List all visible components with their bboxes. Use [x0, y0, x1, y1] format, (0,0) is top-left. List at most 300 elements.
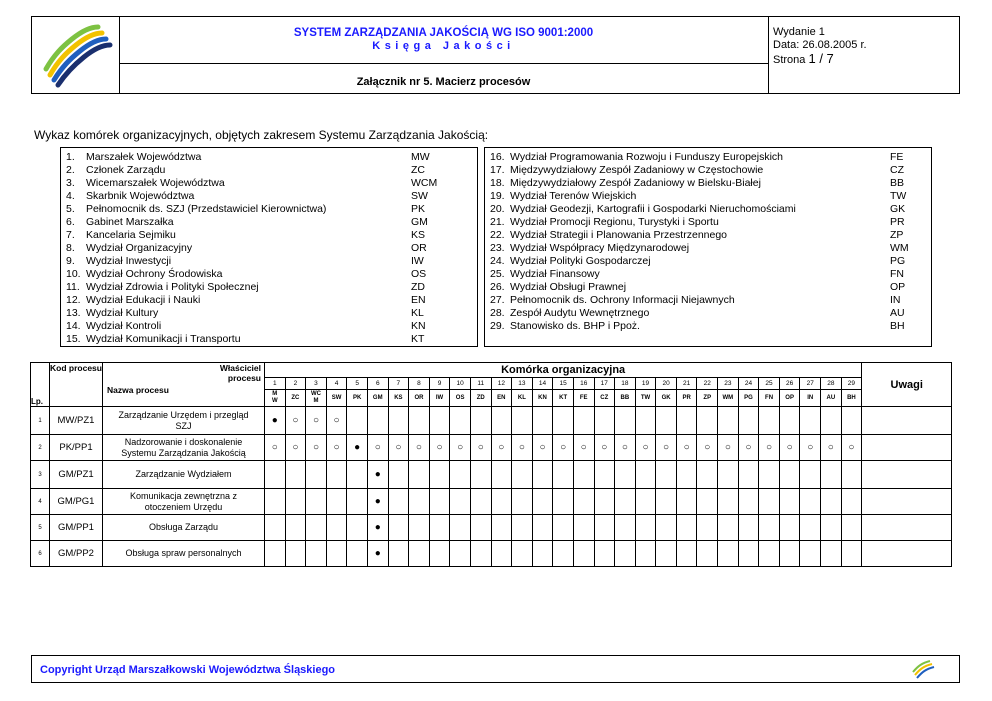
matrix-cell	[759, 407, 780, 435]
matrix-cell	[841, 489, 862, 515]
matrix-cell	[841, 541, 862, 567]
matrix-cell	[326, 541, 347, 567]
matrix-cell	[470, 407, 491, 435]
matrix-cell	[656, 407, 677, 435]
matrix-cell	[512, 407, 533, 435]
unit-code: BH	[890, 320, 905, 332]
matrix-cell: ○	[388, 435, 409, 461]
matrix-cell	[409, 489, 430, 515]
matrix-cell: ○	[285, 407, 306, 435]
unit-number: 26.	[490, 281, 505, 293]
column-code: FE	[573, 390, 594, 407]
unit-name: Wicemarszałek Województwa	[86, 177, 225, 189]
matrix-cell	[347, 461, 368, 489]
logo-waves-icon	[32, 17, 119, 93]
column-number: 23	[718, 378, 739, 390]
matrix-cell: ●	[367, 489, 388, 515]
row-process-name: Komunikacja zewnętrzna z otoczeniem Urzędu	[103, 489, 265, 515]
unit-number: 5.	[66, 203, 75, 215]
matrix-cell	[347, 489, 368, 515]
document-header	[31, 16, 960, 94]
matrix-cell	[656, 489, 677, 515]
unit-code: PR	[890, 216, 905, 228]
column-code: KT	[553, 390, 574, 407]
matrix-cell	[841, 461, 862, 489]
matrix-cell	[491, 461, 512, 489]
column-number: 9	[429, 378, 450, 390]
matrix-cell	[573, 515, 594, 541]
matrix-cell	[718, 515, 739, 541]
unit-number: 14.	[66, 320, 81, 332]
matrix-cell	[532, 541, 553, 567]
matrix-cell	[635, 461, 656, 489]
page-label: Strona	[773, 54, 806, 66]
unit-code: BB	[890, 177, 905, 189]
unit-number: 24.	[490, 255, 505, 267]
matrix-cell	[779, 407, 800, 435]
unit-name: Gabinet Marszałka	[86, 216, 174, 228]
matrix-cell	[553, 461, 574, 489]
table-row	[31, 407, 952, 435]
unit-code: ZP	[890, 229, 904, 241]
unit-code: CZ	[890, 164, 904, 176]
column-number: 13	[512, 378, 533, 390]
unit-code: IN	[890, 294, 901, 306]
column-code: ZP	[697, 390, 718, 407]
matrix-cell	[450, 461, 471, 489]
kod-label: Kod procesu	[50, 363, 102, 373]
unit-name: Wydział Kultury	[86, 307, 159, 319]
matrix-cell	[697, 461, 718, 489]
unit-name: Międzywydziałowy Zespół Zadaniowy w Częstochowie	[510, 164, 764, 176]
matrix-cell	[738, 461, 759, 489]
matrix-cell	[779, 461, 800, 489]
matrix-cell	[388, 407, 409, 435]
matrix-cell	[491, 407, 512, 435]
unit-name: Wydział Ochrony Środowiska	[86, 268, 223, 280]
matrix-cell	[553, 541, 574, 567]
row-lp: 2	[31, 435, 50, 461]
column-code: ZD	[470, 390, 491, 407]
matrix-cell	[409, 541, 430, 567]
system-title: SYSTEM ZARZĄDZANIA JAKOŚCIĄ WG ISO 9001:2000	[293, 27, 594, 39]
matrix-cell	[429, 461, 450, 489]
remarks-header	[862, 363, 952, 407]
unit-name: Międzywydziałowy Zespół Zadaniowy w Bielsku-Białej	[510, 177, 761, 189]
unit-number: 3.	[66, 177, 75, 189]
matrix-cell	[347, 407, 368, 435]
matrix-cell	[656, 541, 677, 567]
column-number: 24	[738, 378, 759, 390]
matrix-cell	[821, 489, 842, 515]
matrix-cell: ○	[594, 435, 615, 461]
matrix-cell	[759, 515, 780, 541]
header-divider	[119, 63, 768, 64]
matrix-cell	[738, 541, 759, 567]
matrix-cell	[470, 461, 491, 489]
matrix-cell: ○	[326, 435, 347, 461]
matrix-cell: ○	[429, 435, 450, 461]
book-title: Księga Jakości	[372, 40, 515, 52]
matrix-cell: ○	[306, 407, 327, 435]
matrix-cell	[594, 407, 615, 435]
unit-number: 9.	[66, 255, 75, 267]
matrix-cell: ○	[285, 435, 306, 461]
matrix-cell	[532, 461, 553, 489]
matrix-cell	[656, 461, 677, 489]
column-code: WM	[718, 390, 739, 407]
unit-number: 15.	[66, 333, 81, 345]
matrix-cell: ○	[656, 435, 677, 461]
row-lp: 1	[31, 407, 50, 435]
column-number: 21	[676, 378, 697, 390]
column-number: 29	[841, 378, 862, 390]
unit-code: OS	[411, 268, 427, 280]
row-process-code: GM/PP2	[50, 541, 103, 567]
matrix-cell: ○	[470, 435, 491, 461]
matrix-cell	[615, 489, 636, 515]
matrix-cell	[306, 461, 327, 489]
matrix-cell: ○	[615, 435, 636, 461]
matrix-cell: ○	[512, 435, 533, 461]
matrix-cell	[800, 515, 821, 541]
matrix-cell: ○	[841, 435, 862, 461]
matrix-cell: ○	[718, 435, 739, 461]
unit-name: Wydział Terenów Wiejskich	[510, 190, 637, 202]
column-number: 7	[388, 378, 409, 390]
matrix-cell	[676, 407, 697, 435]
unit-number: 19.	[490, 190, 505, 202]
unit-number: 28.	[490, 307, 505, 319]
row-remarks	[862, 407, 952, 435]
unit-number: 25.	[490, 268, 505, 280]
column-code: SW	[326, 390, 347, 407]
table-row	[31, 461, 952, 489]
matrix-cell	[429, 515, 450, 541]
unit-name: Pełnomocnik ds. SZJ (Przedstawiciel Kierownictwa)	[86, 203, 327, 215]
matrix-cell: ○	[821, 435, 842, 461]
matrix-cell	[759, 461, 780, 489]
matrix-cell	[409, 461, 430, 489]
matrix-cell: ○	[491, 435, 512, 461]
matrix-cell	[450, 515, 471, 541]
matrix-cell: ○	[367, 435, 388, 461]
footer-logo-icon	[910, 658, 936, 680]
matrix-cell	[470, 541, 491, 567]
unit-number: 20.	[490, 203, 505, 215]
unit-code: AU	[890, 307, 905, 319]
matrix-cell: ○	[800, 435, 821, 461]
page-value: 1 / 7	[808, 51, 834, 66]
unit-code: WM	[890, 242, 909, 254]
matrix-cell: ●	[347, 435, 368, 461]
matrix-cell	[512, 489, 533, 515]
row-remarks	[862, 515, 952, 541]
matrix-cell	[800, 461, 821, 489]
matrix-cell	[821, 407, 842, 435]
matrix-cell	[553, 489, 574, 515]
matrix-cell	[450, 489, 471, 515]
unit-number: 21.	[490, 216, 505, 228]
matrix-cell	[306, 541, 327, 567]
matrix-cell	[841, 407, 862, 435]
matrix-cell	[635, 489, 656, 515]
matrix-cell	[388, 541, 409, 567]
matrix-cell	[800, 489, 821, 515]
matrix-cell	[491, 515, 512, 541]
unit-number: 2.	[66, 164, 75, 176]
copyright: Copyright Urząd Marszałkowski Województwa Śląskiego	[40, 664, 336, 676]
matrix-cell	[265, 461, 286, 489]
column-code: OR	[409, 390, 430, 407]
matrix-cell: ●	[265, 407, 286, 435]
unit-name: Skarbnik Województwa	[86, 190, 195, 202]
row-process-name: Obsługa spraw personalnych	[103, 541, 265, 567]
matrix-cell	[265, 541, 286, 567]
column-code: KL	[512, 390, 533, 407]
unit-code: ZD	[411, 281, 425, 293]
column-number: 1	[265, 378, 286, 390]
unit-number: 11.	[66, 281, 80, 293]
matrix-cell	[429, 541, 450, 567]
table-row	[31, 435, 952, 461]
unit-name: Zespół Audytu Wewnętrznego	[510, 307, 650, 319]
remarks-label: Uwagi	[890, 378, 923, 391]
matrix-cell	[594, 489, 615, 515]
column-number: 6	[367, 378, 388, 390]
unit-number: 27.	[490, 294, 505, 306]
column-code: KS	[388, 390, 409, 407]
matrix-cell	[697, 515, 718, 541]
unit-name: Stanowisko ds. BHP i Ppoż.	[510, 320, 640, 332]
unit-code: FN	[890, 268, 904, 280]
matrix-cell: ○	[635, 435, 656, 461]
unit-name: Wydział Współpracy Międzynarodowej	[510, 242, 690, 254]
matrix-cell	[594, 461, 615, 489]
matrix-cell: ○	[573, 435, 594, 461]
unit-name: Wydział Kontroli	[86, 320, 162, 332]
matrix-cell	[697, 541, 718, 567]
unit-name: Wydział Polityki Gospodarczej	[510, 255, 651, 267]
matrix-cell	[470, 515, 491, 541]
column-code: IW	[429, 390, 450, 407]
matrix-cell	[532, 515, 553, 541]
row-lp: 4	[31, 489, 50, 515]
unit-group-header	[265, 363, 862, 378]
header-title-block	[119, 17, 769, 93]
matrix-cell	[594, 515, 615, 541]
matrix-cell	[676, 541, 697, 567]
matrix-cell	[388, 515, 409, 541]
matrix-cell	[573, 407, 594, 435]
matrix-cell	[347, 515, 368, 541]
matrix-cell	[718, 489, 739, 515]
footer	[31, 655, 960, 683]
units-list-right	[484, 147, 932, 347]
row-lp: 6	[31, 541, 50, 567]
matrix-cell	[573, 489, 594, 515]
unit-code: ZC	[411, 164, 425, 176]
matrix-cell	[512, 541, 533, 567]
unit-code: IW	[411, 255, 424, 267]
lp-label: Lp.	[31, 397, 43, 406]
unit-number: 1.	[66, 151, 75, 163]
matrix-cell	[656, 515, 677, 541]
column-code: OP	[779, 390, 800, 407]
column-number: 18	[615, 378, 636, 390]
unit-number: 22.	[490, 229, 505, 241]
unit-code: KS	[411, 229, 426, 241]
unit-code: PK	[411, 203, 426, 215]
unit-number: 6.	[66, 216, 75, 228]
matrix-cell	[718, 541, 739, 567]
unit-name: Kancelaria Sejmiku	[86, 229, 176, 241]
unit-name: Członek Zarządu	[86, 164, 166, 176]
matrix-cell	[697, 489, 718, 515]
annex-title: Załącznik nr 5. Macierz procesów	[356, 76, 531, 88]
lp-header	[31, 363, 50, 407]
matrix-cell: ○	[738, 435, 759, 461]
matrix-cell: ○	[306, 435, 327, 461]
column-number: 17	[594, 378, 615, 390]
unit-name: Wydział Programowania Rozwoju i Funduszy Europejskich	[510, 151, 784, 163]
column-number: 10	[450, 378, 471, 390]
matrix-cell	[759, 489, 780, 515]
unit-code: EN	[411, 294, 426, 306]
unit-code: KT	[411, 333, 425, 345]
matrix-cell	[615, 541, 636, 567]
column-number: 14	[532, 378, 553, 390]
unit-name: Wydział Zdrowia i Polityki Społecznej	[86, 281, 259, 293]
column-number: 28	[821, 378, 842, 390]
column-code: AU	[821, 390, 842, 407]
matrix-cell	[265, 489, 286, 515]
matrix-cell	[409, 407, 430, 435]
kod-header	[50, 363, 103, 407]
matrix-cell: ○	[265, 435, 286, 461]
matrix-cell: ○	[759, 435, 780, 461]
matrix-cell	[347, 541, 368, 567]
matrix-cell	[779, 515, 800, 541]
row-process-name: Zarządzanie Urzędem i przegląd SZJ	[103, 407, 265, 435]
unit-number: 13.	[66, 307, 81, 319]
matrix-cell: ○	[326, 407, 347, 435]
column-number: 20	[656, 378, 677, 390]
matrix-cell: ●	[367, 461, 388, 489]
row-process-name: Nadzorowanie i doskonalenie Systemu Zarządzania Jakością	[103, 435, 265, 461]
column-code: PR	[676, 390, 697, 407]
column-number: 11	[470, 378, 491, 390]
matrix-cell	[573, 541, 594, 567]
unit-number: 29.	[490, 320, 505, 332]
matrix-cell	[615, 515, 636, 541]
unit-code: MW	[411, 151, 430, 163]
matrix-cell	[265, 515, 286, 541]
column-number: 5	[347, 378, 368, 390]
unit-name: Wydział Finansowy	[510, 268, 600, 280]
matrix-cell	[779, 489, 800, 515]
unit-name: Wydział Promocji Regionu, Turystyki i Sportu	[510, 216, 719, 228]
unit-name: Wydział Geodezji, Kartografii i Gospodarki Nieruchomościami	[510, 203, 796, 215]
column-code: IN	[800, 390, 821, 407]
matrix-cell	[676, 489, 697, 515]
column-number: 16	[573, 378, 594, 390]
row-remarks	[862, 489, 952, 515]
column-code: GM	[367, 390, 388, 407]
unit-name: Wydział Inwestycji	[86, 255, 172, 267]
column-code: GK	[656, 390, 677, 407]
unit-number: 16.	[490, 151, 505, 163]
unit-code: KL	[411, 307, 424, 319]
row-remarks	[862, 461, 952, 489]
unit-number: 4.	[66, 190, 75, 202]
row-remarks	[862, 435, 952, 461]
column-number: 12	[491, 378, 512, 390]
edition: Wydanie 1	[773, 26, 825, 38]
unit-name: Pełnomocnik ds. Ochrony Informacji Niejawnych	[510, 294, 735, 306]
date: Data: 26.08.2005 r.	[773, 39, 867, 51]
matrix-cell	[635, 541, 656, 567]
matrix-cell	[821, 461, 842, 489]
units-list-left	[60, 147, 478, 347]
unit-name: Marszałek Województwa	[86, 151, 202, 163]
column-code: BB	[615, 390, 636, 407]
matrix-cell	[285, 461, 306, 489]
column-code: M W	[265, 390, 286, 407]
matrix-cell	[841, 515, 862, 541]
matrix-cell: ○	[676, 435, 697, 461]
matrix-cell	[718, 407, 739, 435]
unit-name: Wydział Edukacji i Nauki	[86, 294, 201, 306]
matrix-cell: ○	[779, 435, 800, 461]
matrix-cell	[285, 515, 306, 541]
matrix-cell	[553, 515, 574, 541]
matrix-cell	[326, 515, 347, 541]
unit-code: KN	[411, 320, 426, 332]
matrix-cell	[367, 407, 388, 435]
unit-group-label: Komórka organizacyjna	[501, 364, 626, 376]
row-process-name: Zarządzanie Wydziałem	[103, 461, 265, 489]
matrix-cell	[388, 461, 409, 489]
column-code: BH	[841, 390, 862, 407]
matrix-cell	[532, 489, 553, 515]
owner-label: Właściciel procesu	[219, 363, 261, 383]
matrix-cell	[470, 489, 491, 515]
unit-code: GK	[890, 203, 906, 215]
column-number: 22	[697, 378, 718, 390]
unit-code: OR	[411, 242, 427, 254]
unit-number: 7.	[66, 229, 75, 241]
column-number: 15	[553, 378, 574, 390]
unit-number: 8.	[66, 242, 75, 254]
matrix-cell	[635, 407, 656, 435]
matrix-cell	[615, 461, 636, 489]
row-lp: 3	[31, 461, 50, 489]
matrix-cell	[821, 515, 842, 541]
matrix-cell	[429, 407, 450, 435]
matrix-cell	[676, 461, 697, 489]
matrix-cell: ●	[367, 515, 388, 541]
matrix-cell	[409, 515, 430, 541]
column-code: PK	[347, 390, 368, 407]
matrix-cell	[759, 541, 780, 567]
logo	[32, 17, 120, 93]
unit-name: Wydział Komunikacji i Transportu	[86, 333, 241, 345]
column-code: FN	[759, 390, 780, 407]
matrix-cell	[615, 407, 636, 435]
column-code: TW	[635, 390, 656, 407]
column-number: 3	[306, 378, 327, 390]
